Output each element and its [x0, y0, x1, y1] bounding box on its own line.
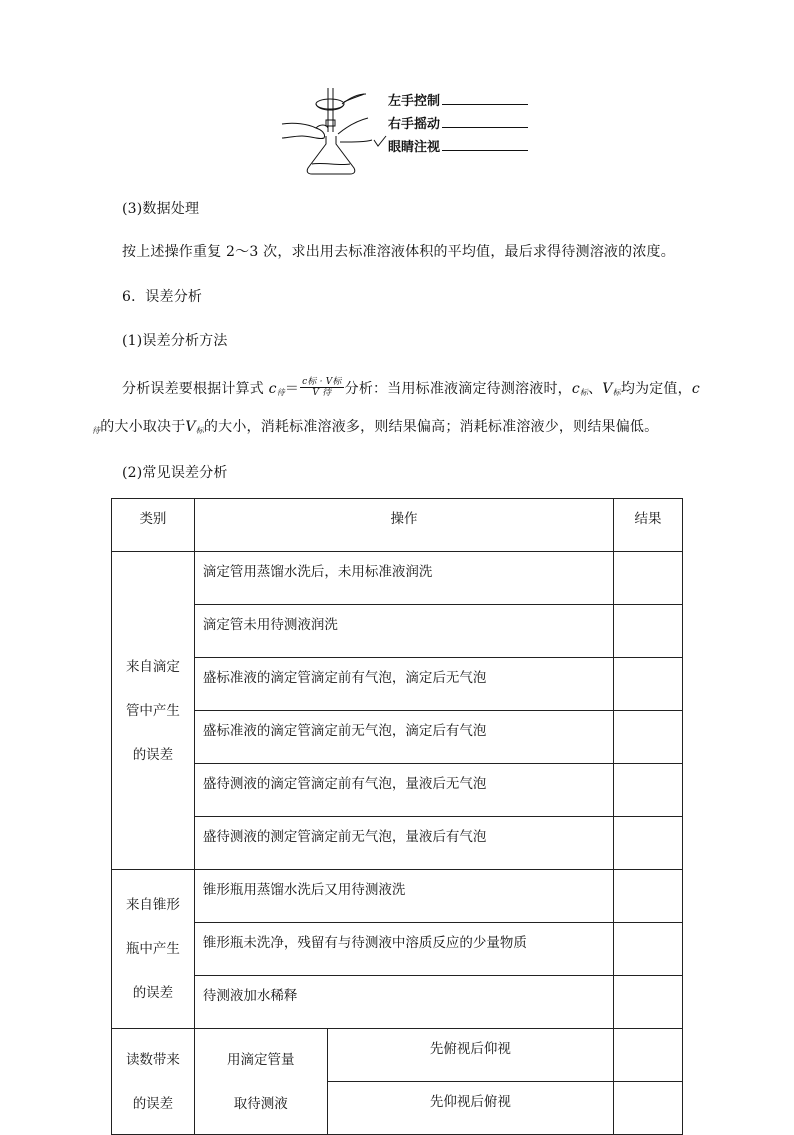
- table-row: [112, 605, 683, 658]
- titration-figure: [280, 84, 530, 176]
- operation-cell: 待测液加水稀释: [194, 976, 613, 1029]
- header-result: 结果: [614, 499, 683, 552]
- result-cell[interactable]: [614, 605, 683, 658]
- table-row: [112, 817, 683, 870]
- operation-cell: 滴定管未用待测液润洗: [194, 605, 613, 658]
- result-cell[interactable]: [614, 552, 683, 605]
- category-flask: 来自锥形 瓶中产生 的误差: [112, 870, 195, 1029]
- table-row: [112, 923, 683, 976]
- right-hand-text: 右手摇动: [388, 117, 441, 132]
- method-heading: (1)误差分析方法: [122, 333, 228, 349]
- category-reading: 读数带来 的误差: [112, 1029, 195, 1135]
- section3-text: 按上述操作重复 2～3 次，求出用去标准溶液体积的平均值，最后求得待测溶液的浓度。: [122, 244, 675, 260]
- table-row: [112, 1029, 683, 1082]
- answer-blank: [442, 92, 528, 105]
- method-line2: $_待$的大小取决于$V_标$的大小，消耗标准溶液多，则结果偏高；消耗标准溶液少，则结果偏低。: [92, 419, 659, 435]
- table-row: [112, 764, 683, 817]
- operation-cell: 先俯视后仰视: [327, 1029, 613, 1082]
- header-operation: 操作: [194, 499, 613, 552]
- operation-cell: 锥形瓶用蒸馏水洗后又用待测液洗: [194, 870, 613, 923]
- operation-cell: 盛待测液的滴定管滴定前有气泡，量液后无气泡: [194, 764, 613, 817]
- result-cell[interactable]: [614, 870, 683, 923]
- right-hand-label: [388, 113, 528, 132]
- table-row: [112, 711, 683, 764]
- operation-cell: 盛待测液的测定管滴定前无气泡，量液后有气泡: [194, 817, 613, 870]
- operation-cell: 先仰视后俯视: [327, 1082, 613, 1135]
- result-cell[interactable]: [614, 711, 683, 764]
- common-heading: (2)常见误差分析: [122, 465, 228, 481]
- left-hand-text: 左手控制: [388, 94, 441, 109]
- error-analysis-table: [111, 498, 683, 1135]
- result-cell[interactable]: [614, 1082, 683, 1135]
- category-burette: 来自滴定 管中产生 的误差: [112, 552, 195, 870]
- operation-cell: 盛标准液的滴定管滴定前无气泡，滴定后有气泡: [194, 711, 613, 764]
- table-row: [112, 976, 683, 1029]
- operation-cell: 滴定管用蒸馏水洗后，未用标准液润洗: [194, 552, 613, 605]
- section3-heading: (3)数据处理: [122, 201, 200, 217]
- eyes-text: 眼睛注视: [388, 140, 441, 155]
- answer-blank: [442, 138, 528, 151]
- section6-heading: 6．误差分析: [122, 289, 203, 305]
- operation-cell: 锥形瓶未洗净，残留有与待测液中溶质反应的少量物质: [194, 923, 613, 976]
- answer-blank: [442, 115, 528, 128]
- operation-cell: 盛标准液的滴定管滴定前有气泡，滴定后无气泡: [194, 658, 613, 711]
- formula-fraction: $\frac{\text{c标 · V标}}{\text{V 待}}$: [302, 376, 342, 398]
- header-category: 类别: [112, 499, 195, 552]
- method-line1: 分析误差要根据计算式 $c_待=$ $\frac{\text{c标 · V标}}{\text{V 待}}$ 分析：当用标准液滴定待测溶液时，$c_标$、$V_标$均为定值，c: [122, 376, 700, 398]
- eyes-label: [388, 136, 528, 155]
- result-cell[interactable]: [614, 658, 683, 711]
- result-cell[interactable]: [614, 817, 683, 870]
- result-cell[interactable]: [614, 764, 683, 817]
- table-row: [112, 870, 683, 923]
- result-cell[interactable]: [614, 923, 683, 976]
- result-cell[interactable]: [614, 1029, 683, 1082]
- left-hand-label: [388, 90, 528, 109]
- table-row: [112, 658, 683, 711]
- result-cell[interactable]: [614, 976, 683, 1029]
- table-row: [112, 552, 683, 605]
- table-header-row: [112, 499, 683, 552]
- subcategory-burette-measure: 用滴定管量 取待测液: [194, 1029, 327, 1135]
